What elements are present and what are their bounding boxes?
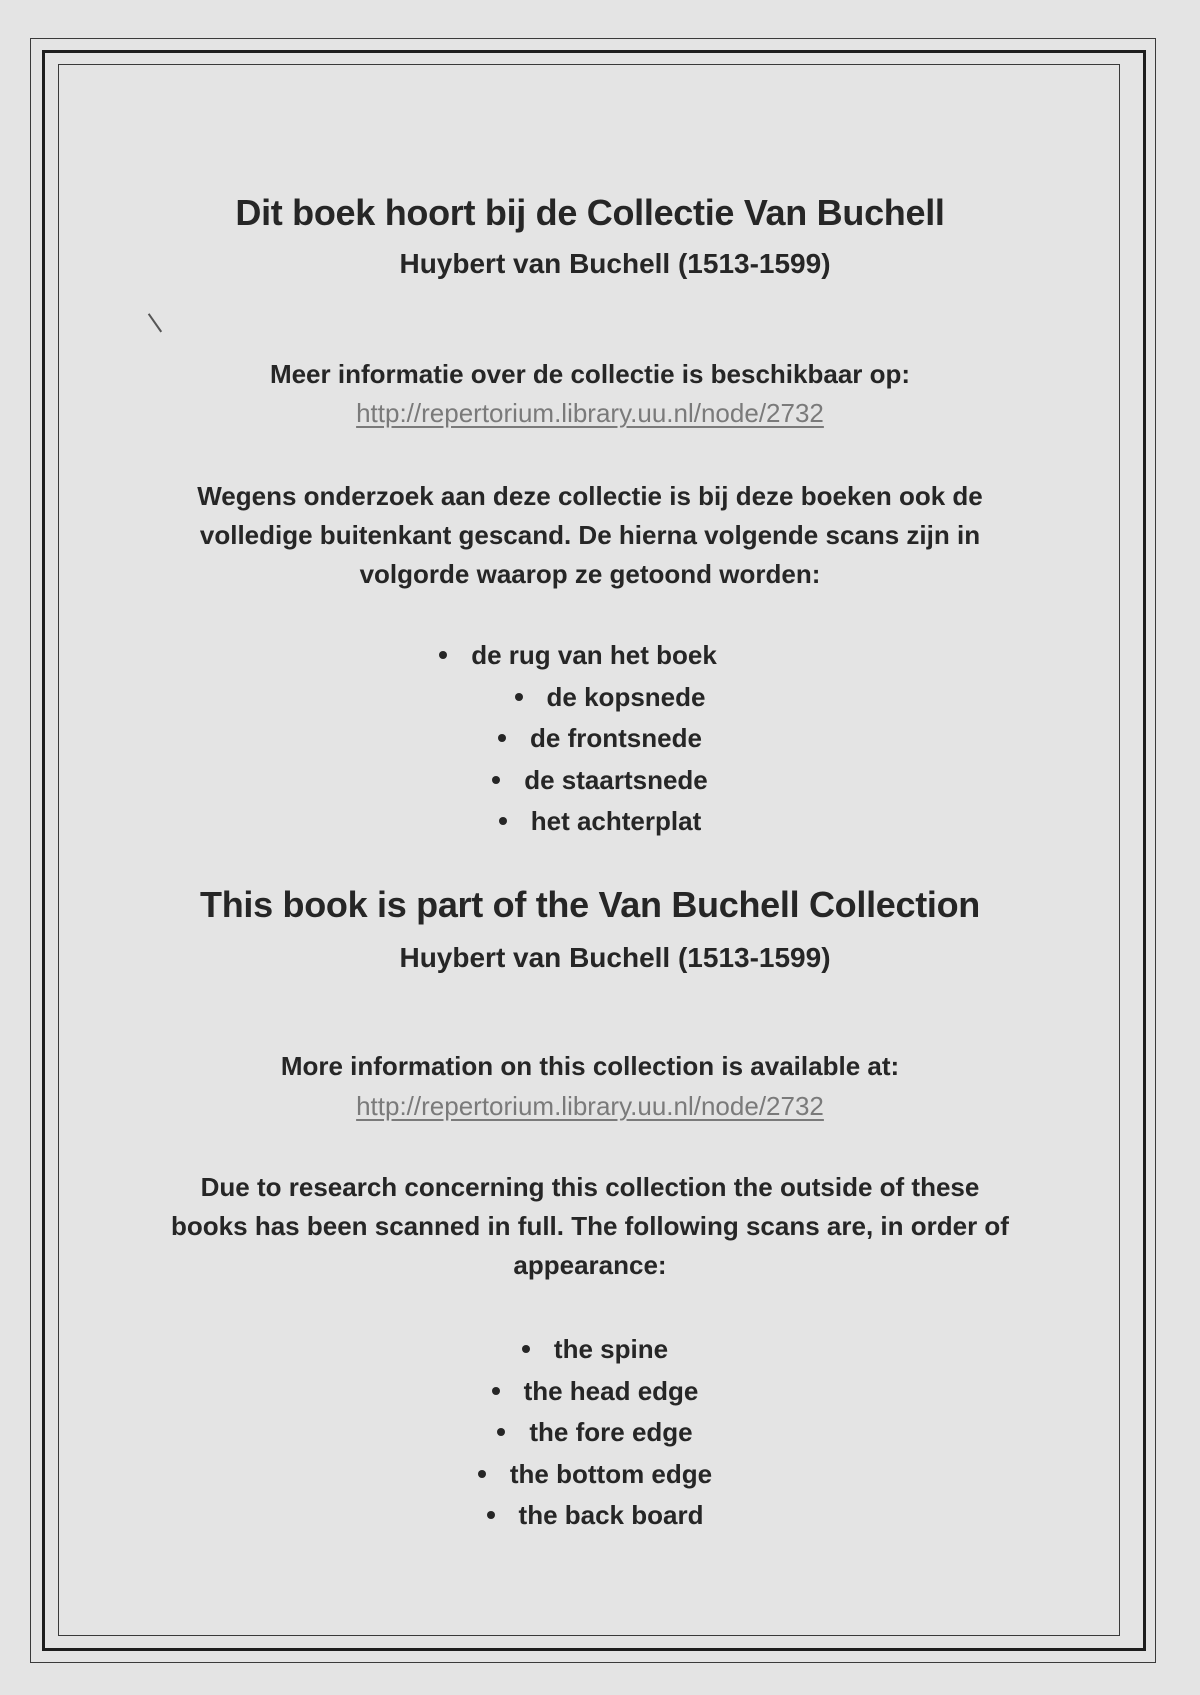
list-item <box>120 1371 1060 1413</box>
english-subtitle-block <box>145 942 1085 974</box>
dutch-paragraph-line: Wegens onderzoek aan deze collectie is bij deze boeken ook de <box>197 481 983 511</box>
english-paragraph-line: appearance: <box>513 1250 667 1280</box>
english-info-label: More information on this collection is available at: <box>280 1051 900 1081</box>
english-paragraph <box>120 1168 1060 1285</box>
english-paragraph-line: books has been scanned in full. The following scans are, in order of <box>171 1211 1009 1241</box>
bullet-icon <box>487 1511 495 1519</box>
dutch-title: Dit boek hoort bij de Collectie Van Buchell <box>235 192 945 233</box>
list-item-label: the head edge <box>523 1375 699 1406</box>
list-item <box>120 1454 1060 1496</box>
dutch-subtitle: Huybert van Buchell (1513-1599) <box>399 248 831 279</box>
list-item <box>120 718 1060 760</box>
bullet-icon <box>478 1470 486 1478</box>
list-item <box>120 1495 1060 1537</box>
list-item <box>120 760 1060 802</box>
english-scan-list <box>120 1329 1060 1537</box>
bullet-icon <box>492 776 500 784</box>
list-item <box>120 1412 1060 1454</box>
bullet-icon <box>497 1428 505 1436</box>
dutch-info-label: Meer informatie over de collectie is beschikbaar op: <box>269 359 911 389</box>
english-link-block <box>120 1091 1060 1122</box>
dutch-paragraph <box>120 477 1060 594</box>
list-item-label: de rug van het boek <box>471 640 717 670</box>
list-item-label: het achterplat <box>530 806 702 836</box>
dutch-subtitle-block <box>145 248 1085 280</box>
bullet-icon <box>498 734 506 742</box>
english-info-block <box>120 1051 1060 1082</box>
list-item-label: the fore edge <box>529 1417 693 1447</box>
list-item-label: the spine <box>553 1334 669 1364</box>
dutch-paragraph-line: volledige buitenkant gescand. De hierna volgende scans zijn in <box>199 520 981 550</box>
dutch-paragraph-line: volgorde waarop ze getoond worden: <box>359 559 821 589</box>
list-item-label: de frontsnede <box>530 723 702 753</box>
english-collection-link[interactable]: http://repertorium.library.uu.nl/node/2732 <box>356 1091 824 1121</box>
english-subtitle: Huybert van Buchell (1513-1599) <box>399 942 831 973</box>
bullet-icon <box>439 651 447 659</box>
list-item <box>120 801 1060 843</box>
bullet-icon <box>499 817 507 825</box>
list-item <box>120 677 1060 719</box>
list-item-label: de staartsnede <box>524 764 708 795</box>
dutch-info-block <box>120 359 1060 390</box>
list-item-label: de kopsnede <box>546 681 706 712</box>
bullet-icon <box>492 1387 500 1395</box>
list-item <box>120 635 1060 677</box>
english-paragraph-line: Due to research concerning this collection the outside of these <box>200 1172 980 1202</box>
bullet-icon <box>515 693 523 701</box>
bullet-icon <box>522 1345 530 1353</box>
dutch-link-block <box>120 398 1060 429</box>
dutch-title-block <box>120 192 1060 234</box>
list-item-label: the bottom edge <box>509 1458 713 1489</box>
dutch-scan-list <box>120 635 1060 843</box>
dutch-collection-link[interactable]: http://repertorium.library.uu.nl/node/2732 <box>356 398 824 428</box>
list-item <box>120 1329 1060 1371</box>
english-title: This book is part of the Van Buchell Collection <box>200 884 980 925</box>
english-title-block <box>120 884 1060 926</box>
list-item-label: the back board <box>518 1500 704 1530</box>
